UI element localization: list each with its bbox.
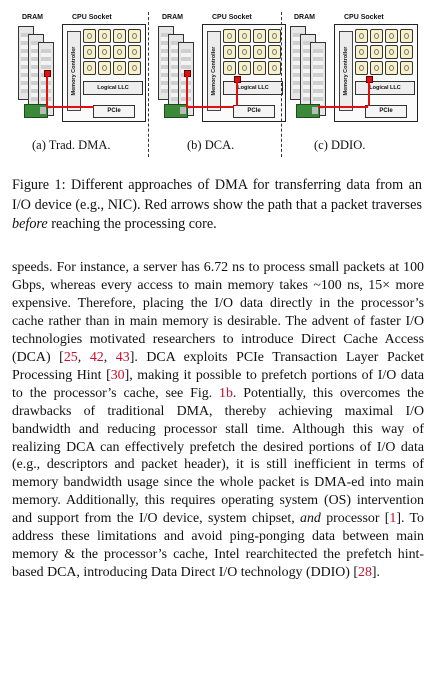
body-emphasis: and (300, 511, 321, 527)
core-grid (355, 29, 413, 75)
subfigure-caption-b: (b) DCA. (187, 138, 235, 152)
memory-controller (207, 31, 221, 111)
cpu-socket-label: CPU Socket (212, 14, 252, 21)
llc-label: Logical LLC (355, 81, 415, 95)
citation-link[interactable]: 42 (89, 349, 104, 365)
packet-path-arrow (186, 106, 234, 108)
cpu-core (98, 61, 111, 75)
cpu-core (83, 45, 96, 59)
nic-icon (164, 104, 188, 118)
cpu-core (268, 61, 281, 75)
citation-separator: , (77, 349, 90, 365)
cpu-core (113, 45, 126, 59)
cpu-core (355, 61, 368, 75)
body-text-segment: ], making it possible to prefetch portions of I/O data to the processor’s cache, see Fig. (12, 367, 424, 401)
cpu-core (370, 45, 383, 59)
body-paragraph (12, 259, 424, 582)
figure-caption (12, 176, 422, 235)
pcie-label: PCIe (233, 105, 275, 118)
cpu-core (253, 45, 266, 59)
figure-caption-text: reaching the processing core. (51, 216, 217, 233)
cpu-core (385, 45, 398, 59)
figure-reference-link[interactable]: 1b (219, 385, 233, 401)
figure-1 (0, 0, 436, 165)
cpu-core (370, 61, 383, 75)
cpu-socket-label: CPU Socket (344, 14, 384, 21)
cpu-core (128, 45, 141, 59)
cpu-core (223, 29, 236, 43)
cpu-core (355, 45, 368, 59)
packet-path-arrow (46, 106, 94, 108)
panel-ddio (288, 14, 418, 124)
citation-separator: , (103, 349, 116, 365)
pcie-label: PCIe (365, 105, 407, 118)
memory-controller (67, 31, 81, 111)
llc-label: Logical LLC (223, 81, 283, 95)
dram-label: DRAM (22, 14, 43, 21)
packet-path-arrow (186, 74, 188, 106)
pcie-label: PCIe (93, 105, 135, 118)
subfigure-caption-a: (a) Trad. DMA. (32, 138, 111, 152)
body-text-segment: processor [ (320, 511, 390, 527)
citation-link[interactable]: 25 (63, 349, 78, 365)
body-text-segment: ]. To address these limitations and avoid ping-ponging data between main memory & the processor’s cache, Intel rearchitected the prefetch hint-based DCA, introducing Data Direct I/O technology (DDIO) [ (12, 511, 425, 581)
citation-link[interactable]: 30 (110, 367, 125, 383)
cpu-core (113, 29, 126, 43)
cpu-core (83, 29, 96, 43)
cpu-core (385, 29, 398, 43)
cpu-core (400, 45, 413, 59)
cpu-core (385, 61, 398, 75)
body-text-segment: . Potentially, this overcomes the drawbacks of traditional DMA, thereby achieving maximal I/O bandwidth and reducing processor stall time. Although this way of realizing DCA can effectively prefetch the desired portions of I/O data (e.g., descriptors and packet header), it is still inefficient in terms of memory bandwidth usage since the whole packet is DMA-ed into main memory. Additionally, this requires operating system (OS) intervention and support from the I/O device, system chipset, (12, 385, 424, 527)
body-text-segment: ]. (371, 565, 381, 581)
llc-label: Logical LLC (83, 81, 143, 95)
citation-link[interactable]: 28 (358, 565, 372, 581)
cpu-core (223, 61, 236, 75)
packet-path-arrow (236, 80, 238, 106)
cpu-core (238, 61, 251, 75)
panel-trad-dma (16, 14, 146, 124)
cpu-core (223, 45, 236, 59)
nic-icon (24, 104, 48, 118)
cpu-core (268, 45, 281, 59)
memory-controller-label: Memory Controller (211, 46, 217, 96)
cpu-core (253, 61, 266, 75)
dram-label: DRAM (162, 14, 183, 21)
cpu-core (268, 29, 281, 43)
panel-divider (148, 12, 149, 157)
figure-caption-text: Figure 1: Different approaches of DMA for transferring data from an I/O device (e.g., NIC). Red arrows show the path that a packet traverses (12, 177, 422, 213)
figure-caption-emphasis: before (12, 216, 48, 233)
memory-controller-label: Memory Controller (71, 46, 77, 96)
body-text-segment: speeds. For instance, a server has 6.72 ns to process small packets at 100 Gbps, whereas every access to main memory takes ~100 ns, 15× more expensive. Therefore, placing the I/O data directly in the processor’s cache rather than in main memory is desirable. The advent of faster I/O technologies motivated researchers to introduce Direct Cache Access (DCA) [ (12, 260, 424, 365)
cpu-core (355, 29, 368, 43)
subfigure-caption-c: (c) DDIO. (314, 138, 366, 152)
cpu-core (238, 29, 251, 43)
cpu-core (113, 61, 126, 75)
packet-path-arrow (368, 80, 370, 106)
cpu-core (128, 61, 141, 75)
packet-path-arrow (318, 106, 368, 108)
cpu-core (98, 29, 111, 43)
nic-icon (296, 104, 320, 118)
cpu-core (83, 61, 96, 75)
citation-link[interactable]: 43 (115, 349, 130, 365)
body-text-segment: ]. DCA exploits PCIe Transaction Layer Packet Processing Hint [ (12, 349, 425, 383)
panel-dca (156, 14, 286, 124)
cpu-core (400, 61, 413, 75)
cpu-core (370, 29, 383, 43)
cpu-core (253, 29, 266, 43)
cpu-core (98, 45, 111, 59)
cpu-core (238, 45, 251, 59)
panel-divider (281, 12, 282, 157)
citation-link[interactable]: 1 (389, 511, 397, 527)
memory-controller (339, 31, 353, 111)
core-grid (83, 29, 141, 75)
cpu-core (128, 29, 141, 43)
dram-label: DRAM (294, 14, 315, 21)
memory-controller-label: Memory Controller (343, 46, 349, 96)
cpu-socket-label: CPU Socket (72, 14, 112, 21)
core-grid (223, 29, 281, 75)
cpu-core (400, 29, 413, 43)
packet-path-arrow (46, 74, 48, 106)
